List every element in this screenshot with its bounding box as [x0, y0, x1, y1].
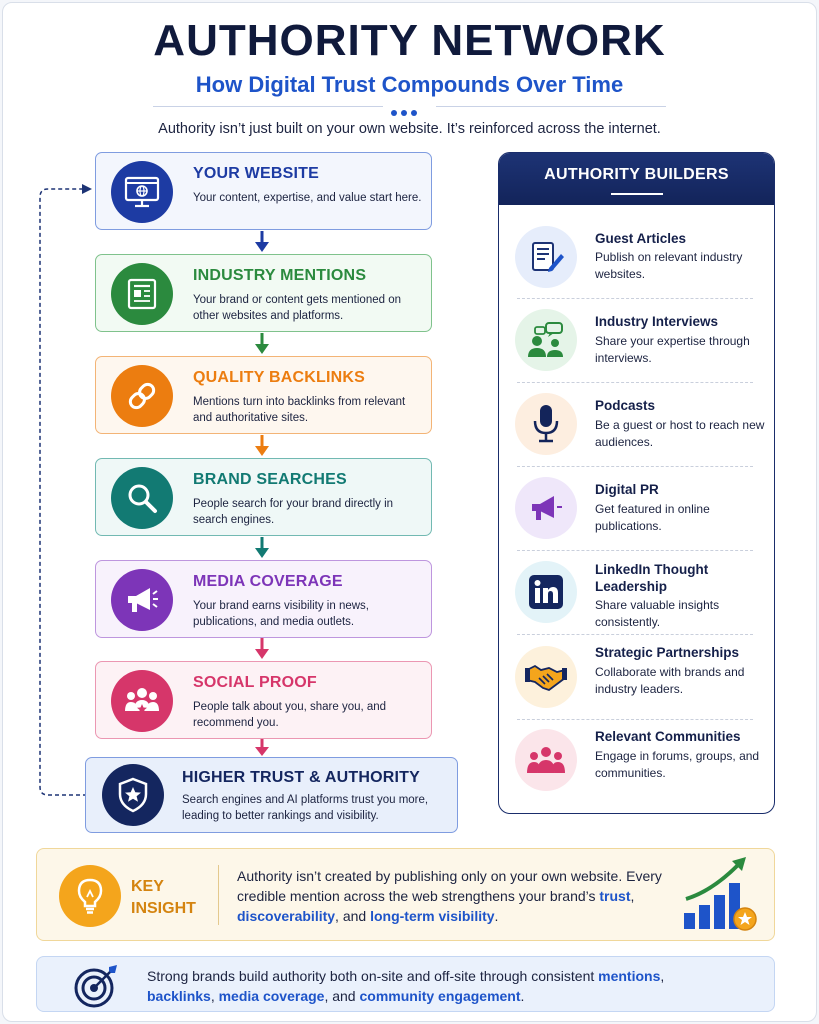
- bulb-circle: [59, 865, 121, 927]
- highlight-long-term-visibility: long-term visibility: [370, 908, 495, 924]
- builder-title: Guest Articles: [595, 231, 687, 246]
- builder-divider: [517, 550, 753, 551]
- highlight-mentions: mentions: [598, 968, 661, 984]
- flow-card-desc: Search engines and AI platforms trust you more, leading to better rankings and visibility.: [182, 794, 429, 822]
- target-icon: [73, 963, 119, 1009]
- builder-item-podcasts: [499, 389, 774, 473]
- flow-arrow: [255, 739, 269, 757]
- summary-text: Strong brands build authority both on-site and off-site through consistent mentions, backlinks, media coverage, and community engagement.: [147, 968, 665, 1004]
- intro-text: Authority isn’t just built on your own website. It’s reinforced across the internet.: [158, 121, 661, 137]
- builder-icon-circle: [515, 477, 577, 539]
- flow-card-title: MEDIA COVERAGE: [193, 573, 343, 590]
- flow-card-quality-backlinks: [95, 356, 432, 434]
- flow-card-desc: Mentions turn into backlinks from relevant and authoritative sites.: [193, 396, 406, 424]
- flow-card-desc: Your brand earns visibility in news, publications, and media outlets.: [193, 600, 369, 628]
- circle-website: [111, 161, 173, 223]
- newspaper-icon: [125, 277, 159, 311]
- highlight-trust: trust: [599, 888, 631, 904]
- divider-right: [436, 106, 666, 107]
- linkedin-icon: [528, 574, 564, 610]
- highlight-media-coverage: media coverage: [218, 988, 325, 1004]
- circle-industry-mentions: [111, 263, 173, 325]
- circle-social-proof: [111, 670, 173, 732]
- growth-chart-icon: [682, 855, 762, 935]
- circle-higher-trust: [102, 764, 164, 826]
- builder-icon-circle: [515, 309, 577, 371]
- builder-title: Strategic Partnerships: [595, 645, 740, 660]
- builder-desc: Engage in forums, groups, and communities.: [595, 749, 760, 780]
- flow-arrow: [255, 435, 269, 457]
- people-star-icon: [123, 685, 161, 717]
- flow-card-desc: Your content, expertise, and value start here.: [193, 192, 422, 204]
- builder-icon-circle: [515, 646, 577, 708]
- flow-card-desc: People search for your brand directly in search engines.: [193, 498, 394, 526]
- flow-card-website: [95, 152, 432, 230]
- builder-desc: Publish on relevant industry websites.: [595, 250, 743, 281]
- builder-divider: [517, 634, 753, 635]
- search-icon: [125, 481, 159, 515]
- flow-card-title: SOCIAL PROOF: [193, 674, 317, 691]
- builder-desc: Share valuable insights consistently.: [595, 598, 720, 629]
- interview-icon: [526, 321, 566, 359]
- highlight-community-engagement: community engagement: [359, 988, 521, 1004]
- circle-quality-backlinks: [111, 365, 173, 427]
- flow-card-brand-searches: [95, 458, 432, 536]
- flow-card-higher-trust: [85, 757, 458, 833]
- builder-desc: Collaborate with brands and industry leaders.: [595, 665, 745, 696]
- builder-title: LinkedIn Thought Leadership: [595, 562, 709, 594]
- builder-icon-circle: [515, 226, 577, 288]
- flow-card-title: YOUR WEBSITE: [193, 165, 319, 182]
- builder-item-relevant-communities: [499, 725, 774, 809]
- builder-icon-circle: [515, 561, 577, 623]
- builder-desc: Be a guest or host to reach new audiences.: [595, 418, 765, 449]
- microphone-icon: [531, 403, 561, 445]
- flow-card-desc: Your brand or content gets mentioned on other websites and platforms.: [193, 294, 401, 322]
- builder-divider: [517, 382, 753, 383]
- handshake-icon: [525, 660, 567, 694]
- builder-desc: Get featured in online publications.: [595, 502, 710, 533]
- divider-dots: [391, 103, 421, 121]
- flow-card-social-proof: [95, 661, 432, 739]
- flow-arrow: [255, 333, 269, 355]
- builder-item-linkedin: [499, 557, 774, 641]
- builder-title: Digital PR: [595, 482, 659, 497]
- builder-divider: [517, 298, 753, 299]
- lightbulb-icon: [76, 877, 104, 915]
- flow-card-title: QUALITY BACKLINKS: [193, 369, 365, 386]
- summary-box: [36, 956, 775, 1012]
- website-icon: [124, 176, 160, 208]
- panel-title: AUTHORITY BUILDERS: [544, 166, 729, 183]
- builder-title: Industry Interviews: [595, 314, 719, 329]
- builder-divider: [517, 719, 753, 720]
- key-insight-box: [36, 848, 775, 941]
- document-pen-icon: [527, 238, 565, 276]
- megaphone-icon: [124, 584, 160, 616]
- highlight-discoverability: discoverability: [237, 908, 336, 924]
- page-subtitle: How Digital Trust Compounds Over Time: [195, 72, 624, 97]
- builder-item-guest-articles: [499, 222, 774, 306]
- insight-divider: [218, 865, 219, 925]
- builder-icon-circle: [515, 393, 577, 455]
- key-insight-label-line1: KEY: [131, 878, 164, 895]
- builder-title: Podcasts: [595, 398, 656, 413]
- flow-card-desc: People talk about you, share you, and recommend you.: [193, 701, 387, 729]
- key-insight-label: [131, 876, 196, 920]
- builder-item-industry-interviews: [499, 305, 774, 389]
- flow-card-media-coverage: [95, 560, 432, 638]
- builder-item-digital-pr: [499, 473, 774, 557]
- flow-arrow: [255, 537, 269, 559]
- flow-arrow: [255, 231, 269, 253]
- loop-connector: [30, 180, 100, 802]
- circle-media-coverage: [111, 569, 173, 631]
- panel-header: [499, 153, 774, 205]
- link-icon: [125, 379, 159, 413]
- flow-arrow: [255, 638, 269, 660]
- key-insight-label-line2: INSIGHT: [131, 900, 196, 917]
- key-insight-text: Authority isn’t created by publishing only on your own website. Every credible mention across the web strengthens your brand’s trust, discoverability, and long-term visibility.: [237, 868, 662, 924]
- highlight-backlinks: backlinks: [147, 988, 211, 1004]
- page-title: AUTHORITY NETWORK: [153, 16, 666, 65]
- shield-star-icon: [117, 777, 149, 813]
- flow-card-title: BRAND SEARCHES: [193, 471, 347, 488]
- flow-card-title: INDUSTRY MENTIONS: [193, 267, 367, 284]
- authority-builders-panel: [498, 152, 775, 814]
- flow-card-industry-mentions: [95, 254, 432, 332]
- builder-title: Relevant Communities: [595, 729, 741, 744]
- community-icon: [526, 745, 566, 775]
- megaphone-icon: [528, 492, 564, 524]
- circle-brand-searches: [111, 467, 173, 529]
- flow-card-title: HIGHER TRUST & AUTHORITY: [182, 769, 420, 786]
- builder-divider: [517, 466, 753, 467]
- builder-item-strategic-partnerships: [499, 642, 774, 726]
- builder-icon-circle: [515, 729, 577, 791]
- builder-desc: Share your expertise through interviews.: [595, 334, 750, 365]
- divider-left: [153, 106, 383, 107]
